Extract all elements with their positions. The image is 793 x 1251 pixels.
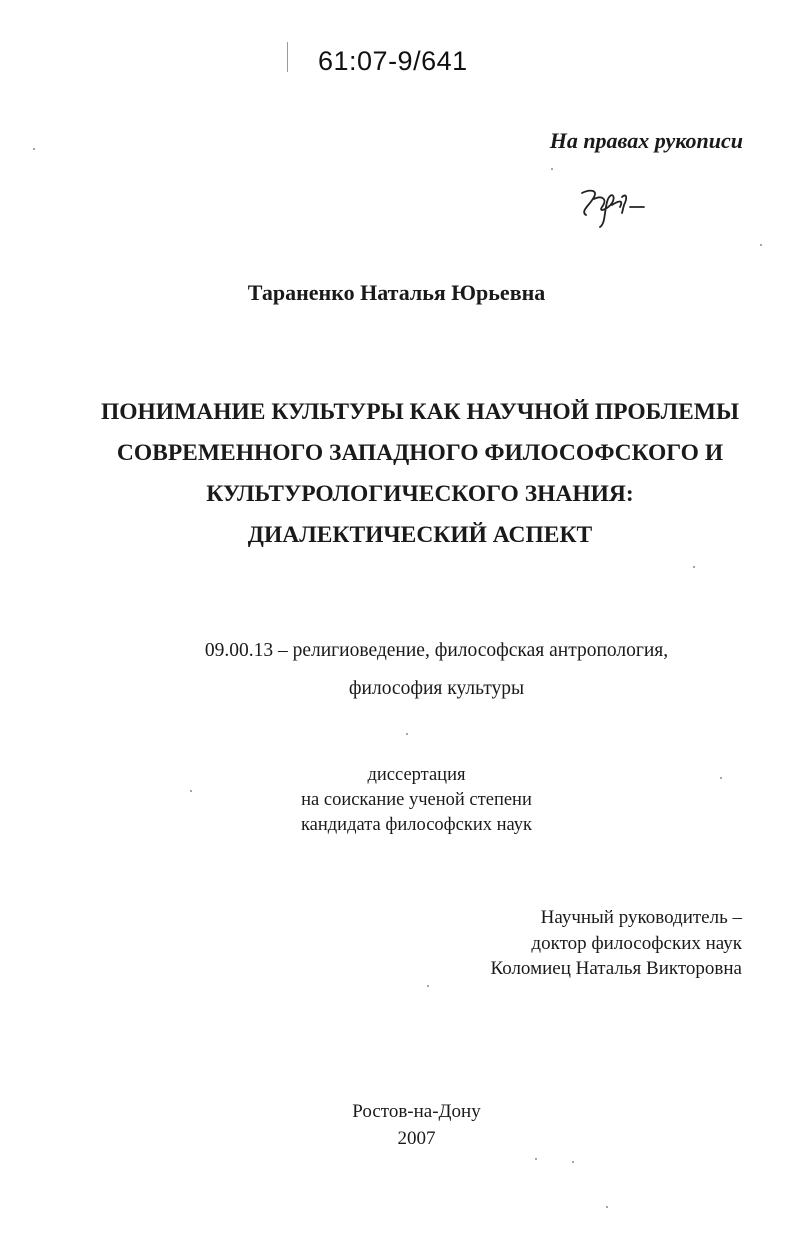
specialty-code [40,632,793,708]
specialty-line: 09.00.13 – религиоведение, философская антропология, [204,640,669,661]
title-line: ДИАЛЕКТИЧЕСКИЙ АСПЕКТ [247,522,593,548]
place-and-year [20,1098,793,1152]
year: 2007 [397,1128,436,1149]
catalog-number: 61:07-9/641 [318,46,468,76]
scan-speck [760,244,762,246]
degree-statement [20,763,793,838]
scan-speck [427,985,429,987]
title-line: ПОНИМАНИЕ КУЛЬТУРЫ КАК НАУЧНОЙ ПРОБЛЕМЫ [100,399,740,425]
degree-line: на соискание ученой степени [301,790,532,810]
scan-speck [606,1206,608,1208]
city: Ростов-на-Дону [352,1101,481,1122]
scan-speck [33,148,35,150]
scan-speck [693,566,695,568]
supervisor-block [490,905,742,982]
scan-speck [535,1158,537,1160]
scan-speck [551,168,553,170]
margin-tick [287,42,288,72]
author-name: Тараненко Наталья Юрьевна [247,280,546,305]
specialty-line: философия культуры [348,678,525,699]
rights-label: На правах рукописи [549,128,743,153]
supervisor-line: Научный руководитель – [540,907,742,928]
scan-speck [720,777,722,779]
supervisor-line: Коломиец Наталья Викторовна [490,958,742,979]
title-line: КУЛЬТУРОЛОГИЧЕСКОГО ЗНАНИЯ: [206,481,634,507]
degree-line: диссертация [367,765,466,785]
degree-line: кандидата философских наук [300,815,533,835]
scan-speck [190,790,192,792]
scan-speck [406,733,408,735]
supervisor-line: доктор философских наук [531,932,742,954]
scan-speck [572,1161,574,1163]
dissertation-title [60,392,780,556]
title-line: СОВРЕМЕННОГО ЗАПАДНОГО ФИЛОСОФСКОГО И [116,440,724,466]
handwritten-signature [572,185,652,231]
